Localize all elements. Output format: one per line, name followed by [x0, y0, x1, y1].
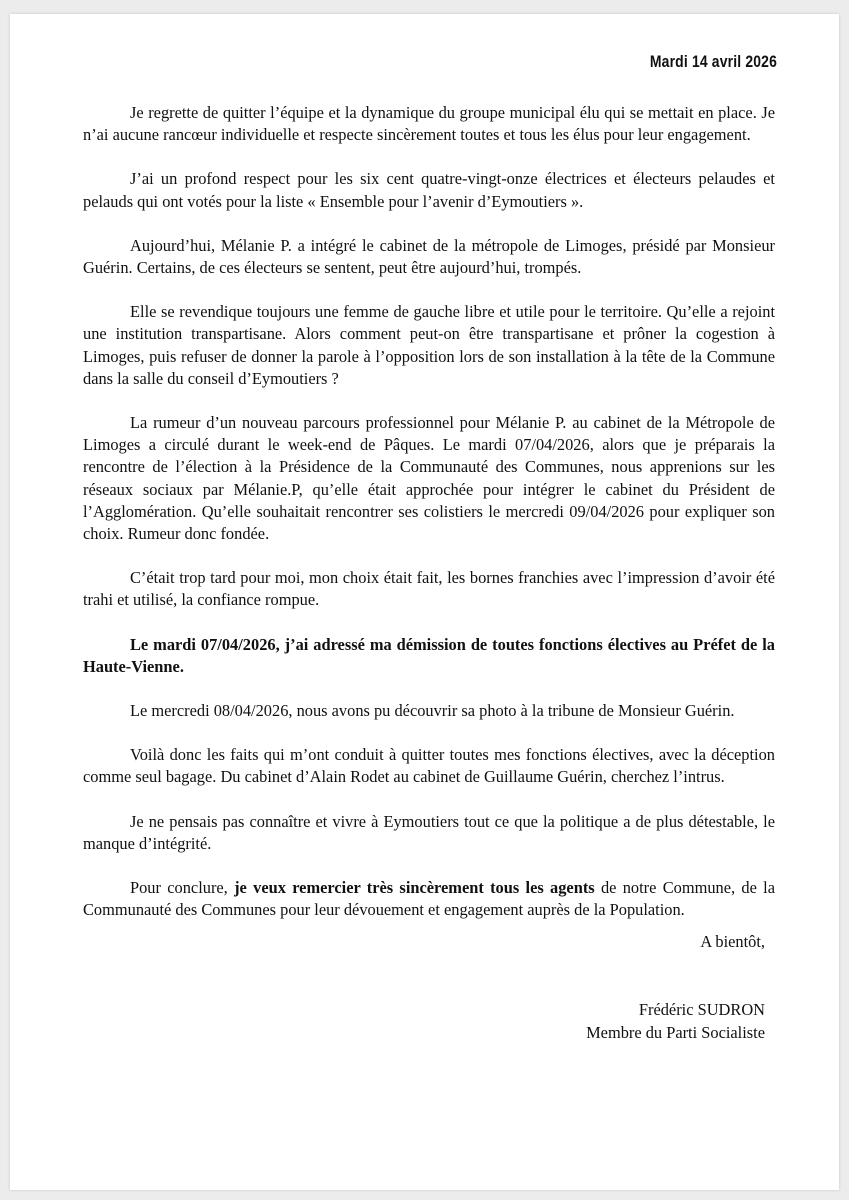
signatory-role: Membre du Parti Socialiste [586, 1023, 765, 1042]
conclusion-rest: de notre Commune, de la Communauté des Communes pour leur dévouement et engagement auprès de la Population. [83, 878, 776, 920]
paragraph: Je regrette de quitter l’équipe et la dynamique du groupe municipal élu qui se mettait en place. Je n’ai aucune rancœur individuelle et respecte sincèrement toutes et tous les élus pour leur engagement. [83, 103, 775, 145]
conclusion-lead: Pour conclure, [130, 878, 235, 898]
paragraph: Aujourd’hui, Mélanie P. a intégré le cabinet de la métropole de Limoges, présidé par Monsieur Guérin. Certains, de ces électeurs se sentent, peut être aujourd’hui, trompés. [83, 235, 775, 278]
signatory-name: Frédéric SUDRON [638, 1000, 765, 1019]
letter-body [83, 102, 775, 921]
letter-page [10, 14, 839, 1190]
conclusion-paragraph [83, 877, 775, 921]
closing-line: A bientôt, [700, 932, 765, 951]
conclusion-emphasis: je veux remercier très sincèrement tous les agents [234, 878, 595, 898]
paragraph: Le mercredi 08/04/2026, nous avons pu découvrir sa photo à la tribune de Monsieur Guérin. [130, 701, 735, 721]
letter-date: Mardi 14 avril 2026 [649, 52, 777, 71]
paragraph: Voilà donc les faits qui m’ont conduit à quitter toutes mes fonctions électives, avec la déception comme seul bagage. Du cabinet d’Alain Rodet au cabinet de Guillaume Guérin, cherchez l’intrus. [83, 745, 775, 787]
resignation-paragraph: Le mardi 07/04/2026, j’ai adressé ma démission de toutes fonctions électives au Préfet de la Haute-Vienne. [83, 634, 775, 676]
paragraph: Elle se revendique toujours une femme de gauche libre et utile pour le territoire. Qu’elle a rejoint une institution transpartisane. Alors comment peut-on être transpartisane et prôner la cogestion à Limoges, puis refuser de donner la parole à l’opposition lors de son installation à la tête de la Commune dans la salle du conseil d’Eymoutiers ? [83, 302, 775, 388]
paragraph: J’ai un profond respect pour les six cent quatre-vingt-onze électrices et électeurs pelaudes et pelauds qui ont votés pour la liste « Ensemble pour l’avenir d’Eymoutiers ». [83, 169, 775, 211]
paragraph: La rumeur d’un nouveau parcours professionnel pour Mélanie P. au cabinet de la Métropole de Limoges a circulé durant le week-end de Pâques. Le mardi 07/04/2026, alors que je préparais la rencontre de l’élection à la Présidence de la Communauté des Communes, nous apprenions sur les réseaux sociaux par Mélanie.P, qu’elle était approchée pour intégrer le cabinet du Président de l’Agglomération. Qu’elle souhaitait rencontrer ses colistiers le mercredi 09/04/2026 pour expliquer son choix. Rumeur donc fondée. [83, 413, 775, 544]
paragraph: Je ne pensais pas connaître et vivre à Eymoutiers tout ce que la politique a de plus détestable, le manque d’intégrité. [83, 811, 775, 853]
paragraph: C’était trop tard pour moi, mon choix était fait, les bornes franchies avec l’impression d’avoir été trahi et utilisé, la confiance rompue. [83, 568, 775, 610]
signature-block [586, 998, 765, 1044]
